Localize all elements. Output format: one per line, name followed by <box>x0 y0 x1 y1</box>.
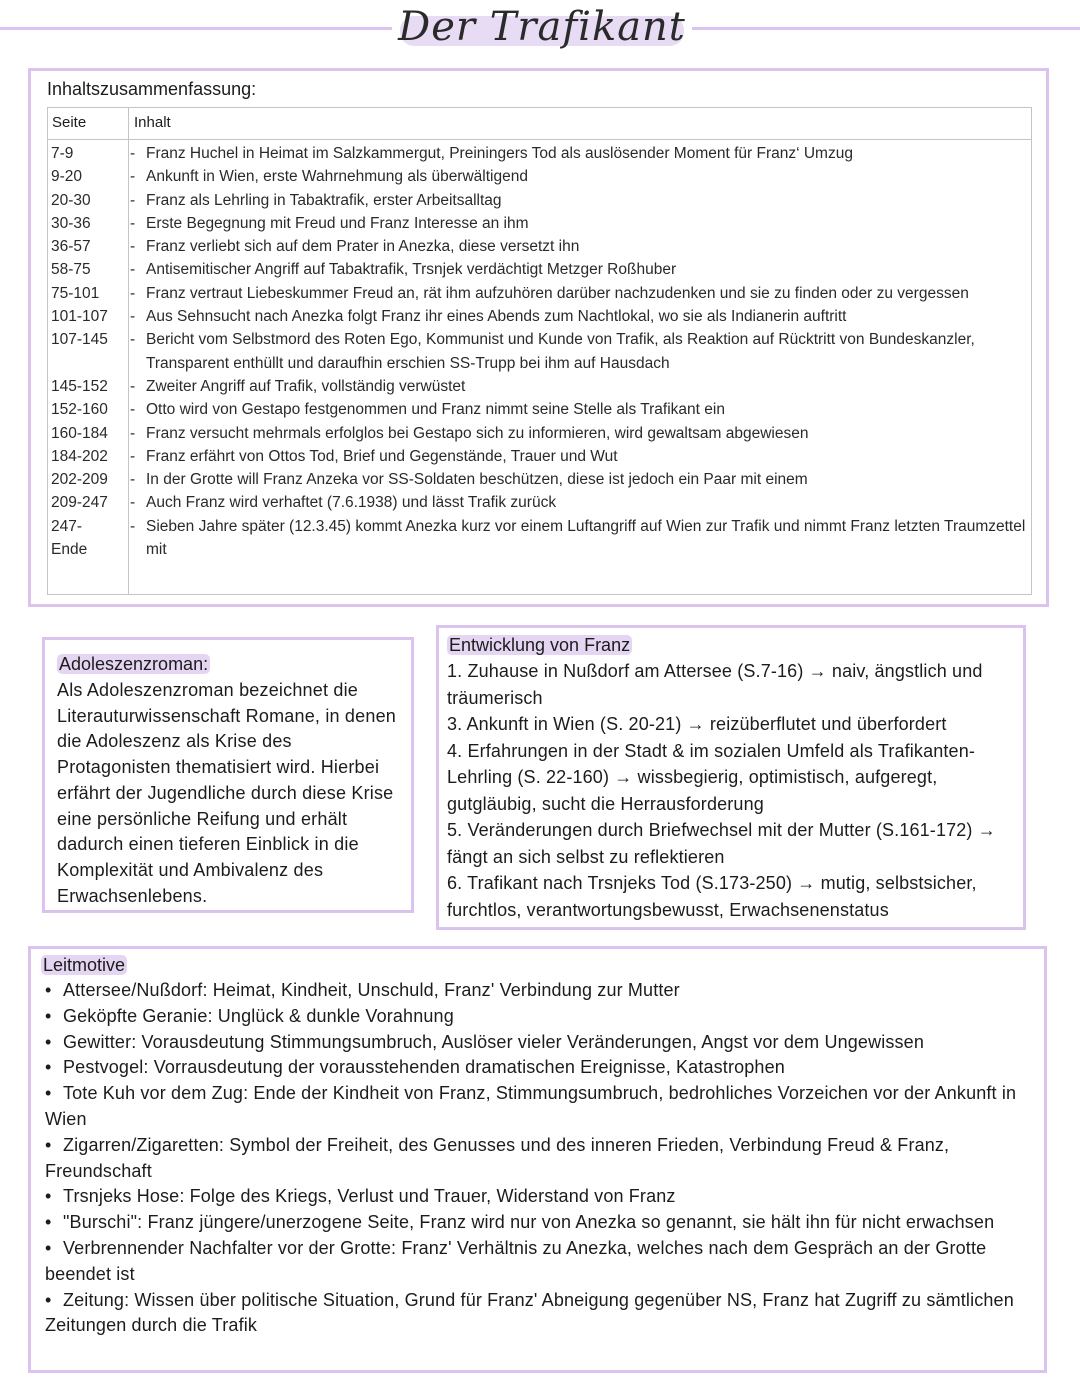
row-dash: - <box>130 145 136 162</box>
row-content <box>128 235 1031 258</box>
title-rule-left <box>0 27 392 30</box>
row-content <box>128 165 1031 188</box>
table-body <box>48 142 1031 561</box>
row-content <box>128 398 1031 421</box>
entwicklung-item: 1. Zuhause in Nußdorf am Attersee (S.7-16) → naiv, ängstlich und träumerisch <box>447 661 983 708</box>
row-text: Franz versucht mehrmals erfolglos bei Gestapo sich zu informieren, wird gewaltsam abgewiesen <box>146 424 809 442</box>
leitmotive-section <box>28 946 1047 1373</box>
entwicklung-item: 6. Trafikant nach Trsnjeks Tod (S.173-250) → mutig, selbstsicher, furchtlos, verantwortungsbewusst, Erwachsenenstatus <box>447 873 977 920</box>
leitmotiv-item <box>41 1081 1041 1133</box>
table-row <box>48 212 1031 235</box>
summary-heading: Inhaltszusammenfassung: <box>47 79 257 99</box>
row-page: 36-57 <box>51 238 91 256</box>
col-content-header: Inhalt <box>134 114 171 131</box>
table-row <box>48 258 1031 281</box>
row-page: 184-202 <box>51 447 108 465</box>
row-content <box>128 422 1031 445</box>
leitmotiv-item <box>41 1210 1041 1236</box>
adoleszenz-text: Als Adoleszenzroman bezeichnet die Literauturwissenschaft Romane, in denen die Adoleszenz als Krise des Protagonisten thematisiert wird. Hierbei erfährt der Jugendliche durch diese Krise eine persönliche Reifung und erhält dadurch einen tieferen Einblick in die Komplexität und Ambivalenz des Erwachsenlebens. <box>57 680 396 906</box>
adoleszenz-section <box>42 637 414 913</box>
leitmotiv-text: Trsnjeks Hose: Folge des Kriegs, Verlust und Trauer, Widerstand von Franz <box>63 1186 676 1207</box>
leitmotiv-text: "Burschi": Franz jüngere/unerzogene Seite, Franz wird nur von Anezka so genannt, sie hält ihn für nicht erwachsen <box>63 1212 995 1233</box>
row-dash: - <box>130 377 136 395</box>
adoleszenz-heading: Adoleszenzroman: <box>59 654 209 674</box>
row-content <box>128 189 1031 212</box>
leitmotiv-text: Gewitter: Vorausdeutung Stimmungsumbruch, Auslöser vieler Veränderungen, Angst vor dem Ungewissen <box>63 1031 925 1052</box>
bullet-icon: • <box>45 1031 52 1052</box>
table-row <box>48 142 1031 165</box>
row-content <box>128 212 1031 235</box>
table-row <box>48 375 1031 398</box>
table-row <box>48 189 1031 212</box>
bullet-icon: • <box>45 1057 52 1078</box>
title-rule-right <box>692 27 1080 30</box>
table-row <box>48 235 1031 258</box>
row-dash: - <box>130 401 136 419</box>
row-content <box>128 305 1031 328</box>
row-text: Franz Huchel in Heimat im Salzkammergut, Preiningers Tod als auslösender Moment für Franz‘ Umzug <box>146 145 853 162</box>
row-dash: - <box>130 191 136 209</box>
leitmotiv-item <box>41 1055 1041 1081</box>
row-text: Zweiter Angriff auf Trafik, vollständig verwüstet <box>146 377 466 395</box>
col-page-header: Seite <box>52 114 87 131</box>
row-text: In der Grotte will Franz Anzeka vor SS-Soldaten beschützen, diese ist jedoch ein Paar mit einem <box>146 471 808 489</box>
row-dash: - <box>130 331 136 349</box>
row-content <box>128 515 1031 562</box>
table-row <box>48 328 1031 375</box>
row-content <box>128 375 1031 398</box>
entwicklung-item: 3. Ankunft in Wien (S. 20-21) → reizüberflutet und überfordert <box>447 714 947 734</box>
leitmotiv-item <box>41 1030 1041 1056</box>
bullet-icon: • <box>45 980 52 1000</box>
row-text: Bericht vom Selbstmord des Roten Ego, Kommunist und Kunde von Trafik, als Reaktion auf Rücktritt von Bundeskanzler, Transparent enthüllt und daraufhin erschien SS-Trupp bei ihm auf Hausdach <box>146 331 975 372</box>
row-page: 101-107 <box>51 308 108 326</box>
row-dash: - <box>130 308 136 326</box>
row-dash: - <box>130 261 136 279</box>
leitmotiv-text: Attersee/Nußdorf: Heimat, Kindheit, Unschuld, Franz' Verbindung zur Mutter <box>63 980 680 1000</box>
table-header <box>48 108 1031 140</box>
row-page: 160-184 <box>51 424 108 442</box>
entwicklung-item: 4. Erfahrungen in der Stadt & im sozialen Umfeld als Trafikanten-Lehrling (S. 22-160) → wissbegierig, optimistisch, aufgeregt, gutgläubig, sucht die Herrausforderung <box>447 740 976 814</box>
table-row <box>48 515 1031 562</box>
row-content <box>128 328 1031 375</box>
entwicklung-list <box>447 658 1023 923</box>
leitmotiv-item <box>41 978 1041 1004</box>
row-page: 7-9 <box>51 145 74 162</box>
row-text: Franz als Lehrling in Tabaktrafik, erster Arbeitsalltag <box>146 191 502 209</box>
row-content <box>128 142 1031 165</box>
leitmotiv-text: Zeitung: Wissen über politische Situation, Grund für Franz' Abneigung gegenüber NS, Franz hat Zugriff zu sämtlichen Zeitungen durch die Trafik <box>45 1289 1014 1336</box>
row-dash: - <box>130 424 136 442</box>
row-page: 145-152 <box>51 377 108 395</box>
row-dash: - <box>130 168 136 186</box>
leitmotiv-item <box>41 1288 1041 1340</box>
leitmotiv-text: Verbrennender Nachfalter vor der Grotte: Franz' Verhältnis zu Anezka, welches nach dem Gespräch an der Grotte beendet ist <box>45 1237 987 1284</box>
leitmotive-heading: Leitmotive <box>43 955 126 975</box>
bullet-icon: • <box>45 1083 52 1104</box>
row-dash: - <box>130 284 136 302</box>
row-page: 202-209 <box>51 471 108 489</box>
row-dash: - <box>130 494 136 512</box>
row-content <box>128 468 1031 491</box>
leitmotiv-text: Geköpfte Geranie: Unglück & dunkle Vorahnung <box>63 1005 454 1026</box>
row-content <box>128 258 1031 281</box>
row-page: 30-36 <box>51 214 91 232</box>
summary-section <box>28 68 1049 607</box>
row-content <box>128 282 1031 305</box>
row-text: Aus Sehnsucht nach Anezka folgt Franz ihr eines Abends zum Nachtlokal, wo sie als Indianerin auftritt <box>146 308 847 326</box>
row-dash: - <box>130 238 136 256</box>
row-page: 58-75 <box>51 261 91 279</box>
leitmotiv-item <box>41 1004 1041 1030</box>
row-text: Franz vertraut Liebeskummer Freud an, rät ihm aufzuhören darüber nachzudenken und sie zu finden oder zu vergessen <box>146 284 969 302</box>
leitmotiv-text: Tote Kuh vor dem Zug: Ende der Kindheit von Franz, Stimmungsumbruch, bedrohliches Vorzeichen vor der Ankunft in Wien <box>45 1083 1017 1129</box>
row-page: 152-160 <box>51 401 108 419</box>
row-page: 107-145 <box>51 331 108 349</box>
page-title: Der Trafikant <box>398 4 686 50</box>
row-page: 209-247 <box>51 494 108 512</box>
leitmotiv-text: Zigarren/Zigaretten: Symbol der Freiheit, des Genusses und des inneren Frieden, Verbindung Freud & Franz, Freundschaft <box>45 1134 950 1181</box>
leitmotiv-item <box>41 1184 1041 1210</box>
row-content <box>128 491 1031 514</box>
row-text: Erste Begegnung mit Freud und Franz Interesse an ihm <box>146 214 529 232</box>
entwicklung-heading: Entwicklung von Franz <box>449 635 631 655</box>
bullet-icon: • <box>45 1186 52 1207</box>
entwicklung-section <box>436 625 1026 930</box>
row-dash: - <box>130 517 136 535</box>
bullet-icon: • <box>45 1005 52 1026</box>
leitmotiv-item <box>41 1133 1041 1185</box>
entwicklung-item: 5. Veränderungen durch Briefwechsel mit der Mutter (S.161-172) → fängt an sich selbst zu reflektieren <box>447 820 996 867</box>
table-row <box>48 422 1031 445</box>
row-page: 247- Ende <box>51 517 88 559</box>
row-dash: - <box>130 214 136 232</box>
bullet-icon: • <box>45 1289 52 1310</box>
table-row <box>48 398 1031 421</box>
leitmotiv-text: Pestvogel: Vorrausdeutung der vorausstehenden dramatischen Ereignisse, Katastrophen <box>63 1057 785 1078</box>
row-page: 75-101 <box>51 284 100 302</box>
row-text: Ankunft in Wien, erste Wahrnehmung als überwältigend <box>146 168 528 186</box>
row-content <box>128 445 1031 468</box>
row-text: Antisemitischer Angriff auf Tabaktrafik, Trsnjek verdächtigt Metzger Roßhuber <box>146 261 677 279</box>
row-text: Sieben Jahre später (12.3.45) kommt Anezka kurz vor einem Luftangriff auf Wien zur Trafik und nimmt Franz letzten Traumzettel mit <box>146 517 1026 559</box>
bullet-icon: • <box>45 1237 52 1258</box>
table-row <box>48 305 1031 328</box>
summary-table <box>47 107 1032 595</box>
row-text: Otto wird von Gestapo festgenommen und Franz nimmt seine Stelle als Trafikant ein <box>146 401 725 419</box>
leitmotive-list <box>41 978 1041 1339</box>
table-row <box>48 282 1031 305</box>
row-dash: - <box>130 447 136 465</box>
leitmotiv-item <box>41 1236 1041 1288</box>
row-page: 20-30 <box>51 191 91 209</box>
table-row <box>48 445 1031 468</box>
table-row <box>48 491 1031 514</box>
bullet-icon: • <box>45 1134 52 1155</box>
row-page: 9-20 <box>51 168 83 186</box>
table-row <box>48 165 1031 188</box>
bullet-icon: • <box>45 1212 52 1233</box>
row-text: Franz verliebt sich auf dem Prater in Anezka, diese versetzt ihn <box>146 238 580 256</box>
row-text: Franz erfährt von Ottos Tod, Brief und Gegenstände, Trauer und Wut <box>146 447 618 465</box>
table-row <box>48 468 1031 491</box>
row-text: Auch Franz wird verhaftet (7.6.1938) und lässt Trafik zurück <box>146 494 557 512</box>
row-dash: - <box>130 471 136 489</box>
